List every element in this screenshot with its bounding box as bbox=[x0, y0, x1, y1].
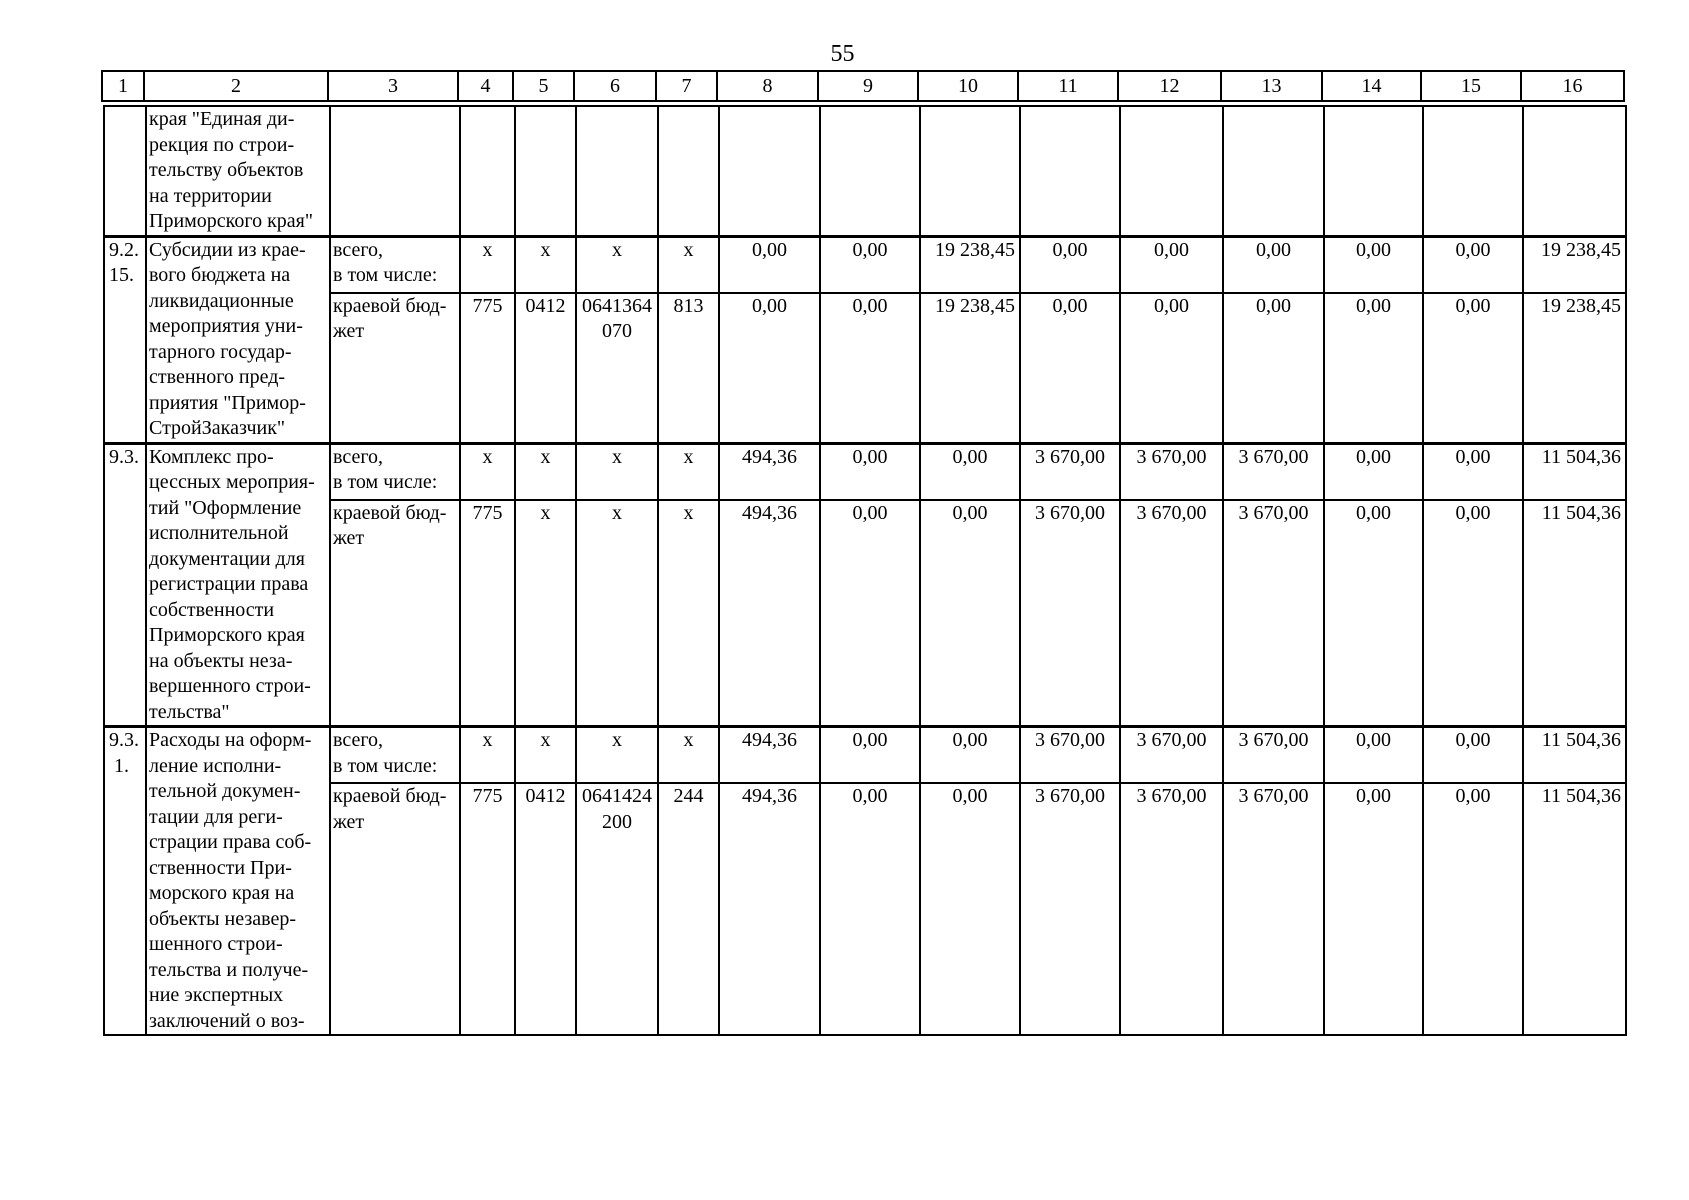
budget-table bbox=[103, 105, 1627, 1036]
header-cell: 9 bbox=[818, 71, 918, 101]
amount-cell: 0,00 bbox=[1423, 500, 1523, 727]
code-cell: 775 bbox=[460, 293, 515, 443]
header-cell: 5 bbox=[513, 71, 574, 101]
empty-cell bbox=[1324, 106, 1423, 236]
row-number-cell bbox=[104, 106, 146, 236]
header-cell: 3 bbox=[328, 71, 458, 101]
header-cell: 4 bbox=[458, 71, 513, 101]
amount-cell: 3 670,00 bbox=[1020, 443, 1120, 500]
total-row bbox=[104, 727, 1626, 784]
amount-cell: 0,00 bbox=[820, 443, 920, 500]
budget-row bbox=[104, 293, 1626, 443]
amount-cell: 0,00 bbox=[1423, 783, 1523, 1035]
code-cell: x bbox=[515, 727, 576, 784]
empty-cell bbox=[820, 106, 920, 236]
header-cell: 7 bbox=[656, 71, 717, 101]
amount-cell: 3 670,00 bbox=[1223, 727, 1324, 784]
empty-cell bbox=[920, 106, 1020, 236]
funding-source-cell: всего, в том числе: bbox=[330, 236, 460, 293]
code-cell: x bbox=[576, 727, 658, 784]
funding-source-cell: всего, в том числе: bbox=[330, 727, 460, 784]
code-cell: 0412 bbox=[515, 783, 576, 1035]
amount-cell: 3 670,00 bbox=[1120, 500, 1223, 727]
amount-cell: 19 238,45 bbox=[920, 236, 1020, 293]
header-cell: 1 bbox=[102, 71, 144, 101]
amount-cell: 494,36 bbox=[719, 727, 820, 784]
header-cell: 11 bbox=[1018, 71, 1118, 101]
amount-cell: 11 504,36 bbox=[1523, 500, 1626, 727]
code-cell: 775 bbox=[460, 783, 515, 1035]
amount-cell: 0,00 bbox=[1020, 293, 1120, 443]
amount-cell: 0,00 bbox=[920, 783, 1020, 1035]
amount-cell: 0,00 bbox=[1223, 236, 1324, 293]
amount-cell: 3 670,00 bbox=[1120, 727, 1223, 784]
code-cell: x bbox=[658, 236, 719, 293]
amount-cell: 0,00 bbox=[920, 500, 1020, 727]
activity-name-cell: Расходы на оформ- ление исполни- тельной докумен- тации для реги- страции права соб- ственности При- морского края на объекты незавер- шенного строи- тельства и получе- ние экспертных заключений о воз- bbox=[146, 727, 330, 1036]
header-cell: 12 bbox=[1118, 71, 1221, 101]
empty-cell bbox=[1223, 106, 1324, 236]
activity-name-cell: Субсидии из крае- вого бюджета на ликвидационные мероприятия уни- тарного государ- ственного пред- приятия "Примор- СтройЗаказчик" bbox=[146, 236, 330, 443]
amount-cell: 0,00 bbox=[920, 443, 1020, 500]
amount-cell: 494,36 bbox=[719, 783, 820, 1035]
amount-cell: 0,00 bbox=[1020, 236, 1120, 293]
amount-cell: 0,00 bbox=[1423, 236, 1523, 293]
amount-cell: 0,00 bbox=[1423, 727, 1523, 784]
header-cell: 15 bbox=[1421, 71, 1521, 101]
empty-cell bbox=[1020, 106, 1120, 236]
code-cell: x bbox=[515, 500, 576, 727]
row-number-cell: 9.2. 15. bbox=[104, 236, 146, 443]
amount-cell: 0,00 bbox=[1324, 783, 1423, 1035]
header-cell: 13 bbox=[1221, 71, 1322, 101]
amount-cell: 11 504,36 bbox=[1523, 783, 1626, 1035]
funding-source-cell: краевой бюд- жет bbox=[330, 293, 460, 443]
amount-cell: 11 504,36 bbox=[1523, 727, 1626, 784]
code-cell: x bbox=[460, 443, 515, 500]
header-row bbox=[102, 71, 1624, 101]
amount-cell: 3 670,00 bbox=[1120, 783, 1223, 1035]
empty-cell bbox=[576, 106, 658, 236]
activity-name-cell: края "Единая ди- рекция по строи- тельству объектов на территории Приморского края" bbox=[146, 106, 330, 236]
amount-cell: 11 504,36 bbox=[1523, 443, 1626, 500]
total-row bbox=[104, 236, 1626, 293]
code-cell: x bbox=[576, 443, 658, 500]
header-cell: 2 bbox=[144, 71, 328, 101]
empty-cell bbox=[1120, 106, 1223, 236]
code-cell: x bbox=[658, 500, 719, 727]
amount-cell: 0,00 bbox=[719, 293, 820, 443]
amount-cell: 3 670,00 bbox=[1120, 443, 1223, 500]
code-cell: 775 bbox=[460, 500, 515, 727]
column-number-header bbox=[101, 70, 1625, 102]
page-number: 55 bbox=[830, 41, 855, 67]
code-cell: x bbox=[460, 727, 515, 784]
empty-cell bbox=[515, 106, 576, 236]
code-cell: x bbox=[576, 236, 658, 293]
code-cell: 813 bbox=[658, 293, 719, 443]
amount-cell: 3 670,00 bbox=[1223, 783, 1324, 1035]
row-number-cell: 9.3. bbox=[104, 443, 146, 727]
empty-cell bbox=[1523, 106, 1626, 236]
code-cell: 244 bbox=[658, 783, 719, 1035]
amount-cell: 0,00 bbox=[920, 727, 1020, 784]
amount-cell: 494,36 bbox=[719, 443, 820, 500]
amount-cell: 0,00 bbox=[1324, 236, 1423, 293]
budget-row bbox=[104, 783, 1626, 1035]
header-cell: 6 bbox=[574, 71, 656, 101]
amount-cell: 494,36 bbox=[719, 500, 820, 727]
amount-cell: 0,00 bbox=[820, 783, 920, 1035]
code-cell: x bbox=[576, 500, 658, 727]
amount-cell: 3 670,00 bbox=[1020, 783, 1120, 1035]
code-cell: x bbox=[515, 236, 576, 293]
amount-cell: 0,00 bbox=[1324, 443, 1423, 500]
amount-cell: 0,00 bbox=[1223, 293, 1324, 443]
amount-cell: 0,00 bbox=[719, 236, 820, 293]
empty-cell bbox=[460, 106, 515, 236]
amount-cell: 0,00 bbox=[1324, 727, 1423, 784]
amount-cell: 0,00 bbox=[1324, 500, 1423, 727]
empty-cell bbox=[1423, 106, 1523, 236]
amount-cell: 3 670,00 bbox=[1020, 727, 1120, 784]
amount-cell: 3 670,00 bbox=[1020, 500, 1120, 727]
amount-cell: 19 238,45 bbox=[920, 293, 1020, 443]
amount-cell: 3 670,00 bbox=[1223, 443, 1324, 500]
amount-cell: 19 238,45 bbox=[1523, 293, 1626, 443]
funding-source-cell: краевой бюд- жет bbox=[330, 500, 460, 727]
amount-cell: 0,00 bbox=[1324, 293, 1423, 443]
code-cell: 0641364 070 bbox=[576, 293, 658, 443]
empty-cell bbox=[330, 106, 460, 236]
amount-cell: 19 238,45 bbox=[1523, 236, 1626, 293]
code-cell: 0412 bbox=[515, 293, 576, 443]
table-row bbox=[104, 106, 1626, 236]
amount-cell: 3 670,00 bbox=[1223, 500, 1324, 727]
empty-cell bbox=[658, 106, 719, 236]
header-cell: 14 bbox=[1322, 71, 1421, 101]
amount-cell: 0,00 bbox=[1423, 443, 1523, 500]
amount-cell: 0,00 bbox=[820, 293, 920, 443]
code-cell: 0641424 200 bbox=[576, 783, 658, 1035]
amount-cell: 0,00 bbox=[820, 236, 920, 293]
code-cell: x bbox=[460, 236, 515, 293]
budget-row bbox=[104, 500, 1626, 727]
amount-cell: 0,00 bbox=[1120, 236, 1223, 293]
header-cell: 16 bbox=[1521, 71, 1624, 101]
amount-cell: 0,00 bbox=[1120, 293, 1223, 443]
activity-name-cell: Комплекс про- цессных мероприя- тий "Оформление исполнительной документации для регистрации права собственности Приморского края на объекты неза- вершенного строи- тельства" bbox=[146, 443, 330, 727]
empty-cell bbox=[719, 106, 820, 236]
amount-cell: 0,00 bbox=[820, 500, 920, 727]
amount-cell: 0,00 bbox=[820, 727, 920, 784]
header-cell: 10 bbox=[918, 71, 1018, 101]
code-cell: x bbox=[658, 727, 719, 784]
code-cell: x bbox=[515, 443, 576, 500]
total-row bbox=[104, 443, 1626, 500]
row-number-cell: 9.3. 1. bbox=[104, 727, 146, 1036]
funding-source-cell: краевой бюд- жет bbox=[330, 783, 460, 1035]
amount-cell: 0,00 bbox=[1423, 293, 1523, 443]
funding-source-cell: всего, в том числе: bbox=[330, 443, 460, 500]
code-cell: x bbox=[658, 443, 719, 500]
header-cell: 8 bbox=[717, 71, 818, 101]
